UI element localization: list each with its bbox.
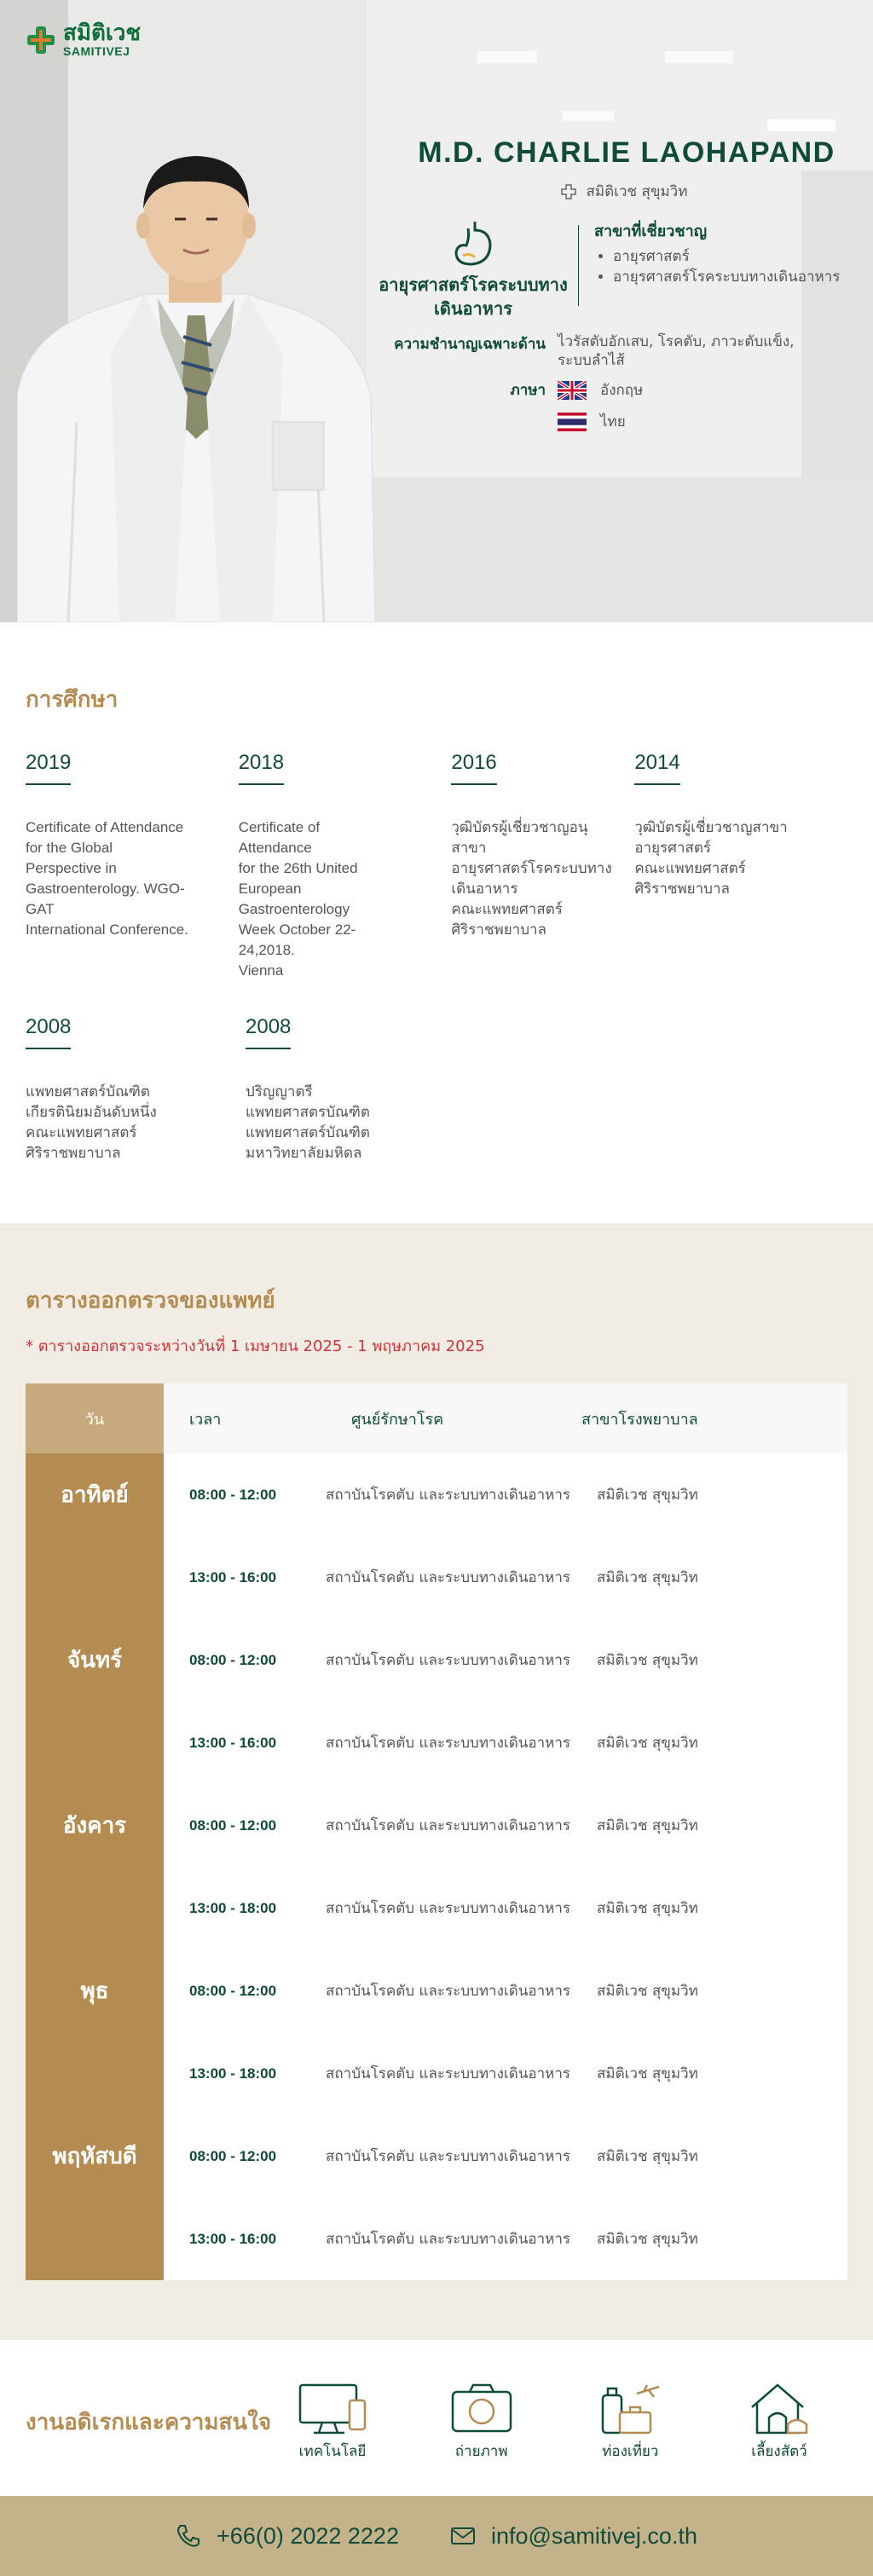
education-item xyxy=(26,1015,246,1164)
education-title: การศึกษา xyxy=(26,687,119,713)
doctor-name: M.D. CHARLIE LAOHAPAND xyxy=(418,136,835,169)
hospital-cross-icon xyxy=(561,184,576,199)
sub-specialties xyxy=(594,218,840,321)
schedule-row xyxy=(164,1701,847,1784)
sub-specialty-title: สาขาที่เชี่ยวชาญ xyxy=(594,222,708,240)
specialty-divider xyxy=(578,225,579,306)
education-desc: วุฒิบัตรผู้เชี่ยวชาญสาขา อายุรศาสตร์ คณะแพทยศาสตร์ ศิริราชพยาบาล xyxy=(634,819,788,897)
education-desc: Certificate of Attendance for the 26th United European Gastroenterology Week October 22- 24,2018. Vienna xyxy=(238,819,358,979)
language-row xyxy=(375,378,853,433)
row-center: สถาบันโรคตับ และระบบทางเดินอาหาร xyxy=(326,1982,571,2000)
education-desc: ปริญญาตรี แพทยศาสตรบัณฑิต แพทยศาสตร์บัณฑิต มหาวิทยาลัยมหิดล xyxy=(246,1083,370,1161)
interest-label: เทคโนโลยี xyxy=(298,2443,367,2460)
education-item xyxy=(239,751,452,981)
row-time: 13:00 - 18:00 xyxy=(189,1899,277,1916)
row-branch: สมิติเวช สุขุมวิท xyxy=(597,2148,698,2165)
specialty-label: อายุรศาสตร์โรคระบบทางเดินอาหาร xyxy=(379,274,568,319)
interests-title: งานอดิเรกและความสนใจ xyxy=(26,2409,272,2435)
sub-specialty-item: • อายุรศาสตร์โรคระบบทางเดินอาหาร xyxy=(613,267,840,287)
schedule-row xyxy=(164,1453,847,1536)
doctor-photo xyxy=(17,141,375,622)
samitivej-logo[interactable] xyxy=(26,22,141,58)
schedule-row xyxy=(164,1619,847,1701)
education-year: 2014 xyxy=(634,751,679,785)
row-center: สถาบันโรคตับ และระบบทางเดินอาหาร xyxy=(326,1816,571,1834)
doctor-info xyxy=(375,136,853,433)
education-desc: แพทยศาสตร์บัณฑิต เกียรตินิยมอันดับหนึ่ง คณะแพทยศาสตร์ ศิริราชพยาบาล xyxy=(26,1083,157,1161)
interest-label: ถ่ายภาพ xyxy=(454,2443,508,2460)
interest-pets xyxy=(720,2382,839,2463)
schedule-row xyxy=(164,1536,847,1619)
contact-footer xyxy=(0,2496,873,2576)
row-center: สถาบันโรคตับ และระบบทางเดินอาหาร xyxy=(326,1734,571,1752)
camera-icon xyxy=(446,2382,517,2436)
row-branch: สมิติเวช สุขุมวิท xyxy=(597,1817,698,1834)
row-center: สถาบันโรคตับ และระบบทางเดินอาหาร xyxy=(326,2065,571,2082)
schedule-table xyxy=(26,1383,847,2280)
expertise-row xyxy=(375,332,853,370)
logo-name-th: สมิติเวช xyxy=(63,20,142,46)
schedule-row xyxy=(164,2115,847,2198)
education-year: 2019 xyxy=(26,751,71,785)
day-cell: จันทร์ xyxy=(66,1648,123,1673)
education-row xyxy=(26,1015,847,1164)
education-item xyxy=(634,751,847,981)
row-time: 08:00 - 12:00 xyxy=(189,1651,277,1668)
education-year: 2018 xyxy=(239,751,284,785)
thai-flag-icon xyxy=(558,413,587,431)
language-name: อังกฤษ xyxy=(600,382,644,399)
education-desc: วุฒิบัตรผู้เชี่ยวชาญอนุสาขา อายุรศาสตร์โรคระบบทาง เดินอาหาร คณะแพทยศาสตร์ ศิริราชพยาบาล xyxy=(451,819,612,938)
schedule-header xyxy=(26,1383,847,1453)
row-time: 13:00 - 16:00 xyxy=(189,1568,277,1585)
day-cell: อาทิตย์ xyxy=(61,1482,129,1508)
row-branch: สมิติเวช สุขุมวิท xyxy=(597,2231,698,2248)
logo-name-en: SAMITIVEJ xyxy=(63,44,130,58)
interest-label: เลี้ยงสัตว์ xyxy=(751,2443,807,2460)
branch-label: สมิติเวช สุขุมวิท xyxy=(586,183,688,200)
stomach-icon xyxy=(449,218,497,269)
header-day: วัน xyxy=(26,1383,164,1453)
row-center: สถาบันโรคตับ และระบบทางเดินอาหาร xyxy=(326,1899,571,1917)
row-time: 08:00 - 12:00 xyxy=(189,1486,277,1503)
education-item xyxy=(26,751,239,981)
row-branch: สมิติเวช สุขุมวิท xyxy=(597,1983,698,2000)
education-year: 2016 xyxy=(451,751,496,785)
interest-label: ท่องเที่ยว xyxy=(602,2443,659,2460)
main-specialty xyxy=(375,218,571,321)
interests-section xyxy=(0,2340,873,2496)
schedule-row xyxy=(164,1867,847,1949)
row-center: สถาบันโรคตับ และระบบทางเดินอาหาร xyxy=(326,1651,571,1669)
interest-technology xyxy=(273,2382,392,2463)
education-year: 2008 xyxy=(246,1015,291,1049)
schedule-section xyxy=(0,1223,873,2340)
row-center: สถาบันโรคตับ และระบบทางเดินอาหาร xyxy=(326,2147,571,2165)
travel-icon xyxy=(594,2382,666,2436)
row-time: 08:00 - 12:00 xyxy=(189,2147,277,2164)
logo-cross-icon xyxy=(26,25,56,55)
uk-flag-icon xyxy=(558,381,587,400)
row-time: 13:00 - 16:00 xyxy=(189,1734,277,1751)
language-item xyxy=(558,378,643,401)
row-branch: สมิติเวช สุขุมวิท xyxy=(597,2065,698,2082)
education-section xyxy=(0,622,873,1223)
schedule-row xyxy=(164,2032,847,2115)
row-branch: สมิติเวช สุขุมวิท xyxy=(597,1652,698,1669)
doctor-hero xyxy=(0,0,873,622)
expertise-value: ไวรัสตับอักเสบ, โรคตับ, ภาวะตับแข็ง, ระบบลำไส้ xyxy=(558,333,795,369)
row-time: 13:00 - 16:00 xyxy=(189,2230,277,2247)
sub-specialty-item: • อายุรศาสตร์ xyxy=(613,246,840,267)
schedule-row xyxy=(164,1949,847,2032)
header-center: ศูนย์รักษาโรค xyxy=(351,1410,444,1429)
day-cell: พุธ xyxy=(80,1978,109,2004)
schedule-title: ตารางออกตรวจของแพทย์ xyxy=(26,1288,275,1314)
header-time: เวลา xyxy=(189,1410,222,1429)
education-item xyxy=(451,751,634,981)
row-time: 13:00 - 18:00 xyxy=(189,2065,277,2082)
phone-number[interactable]: +66(0) 2022 2222 xyxy=(217,2522,399,2549)
row-time: 08:00 - 12:00 xyxy=(189,1816,277,1834)
row-center: สถาบันโรคตับ และระบบทางเดินอาหาร xyxy=(326,1568,571,1586)
education-year: 2008 xyxy=(26,1015,71,1049)
row-branch: สมิติเวช สุขุมวิท xyxy=(597,1735,698,1752)
day-cell: พฤหัสบดี xyxy=(52,2144,137,2169)
interest-photography xyxy=(422,2382,541,2463)
education-item xyxy=(246,1015,465,1164)
schedule-note: * ตารางออกตรวจระหว่างวันที่ 1 เมษายน 2025 - 1 พฤษภาคม 2025 xyxy=(26,1337,485,1355)
row-branch: สมิติเวช สุขุมวิท xyxy=(597,1900,698,1917)
language-label: ภาษา xyxy=(510,382,546,399)
technology-icon xyxy=(297,2382,368,2436)
email-icon xyxy=(450,2526,476,2546)
schedule-row xyxy=(164,1784,847,1867)
row-center: สถาบันโรคตับ และระบบทางเดินอาหาร xyxy=(326,2230,571,2248)
language-item xyxy=(558,410,643,433)
doctor-branch xyxy=(375,180,853,203)
row-center: สถาบันโรคตับ และระบบทางเดินอาหาร xyxy=(326,1486,571,1504)
expertise-label: ความชำนาญเฉพาะด้าน xyxy=(394,336,546,353)
interest-travel xyxy=(570,2382,690,2463)
day-cell: อังคาร xyxy=(62,1813,127,1839)
row-time: 08:00 - 12:00 xyxy=(189,1982,277,1999)
pet-house-icon xyxy=(743,2382,815,2436)
schedule-row xyxy=(164,2198,847,2280)
education-row xyxy=(26,751,847,981)
education-desc: Certificate of Attendance for the Global Perspective in Gastroenterology. WGO- GAT International Conference. xyxy=(26,819,188,938)
language-name: ไทย xyxy=(600,413,626,430)
row-branch: สมิติเวช สุขุมวิท xyxy=(597,1487,698,1504)
row-branch: สมิติเวช สุขุมวิท xyxy=(597,1569,698,1586)
day-column xyxy=(26,1453,164,2280)
header-branch: สาขาโรงพยาบาล xyxy=(581,1410,698,1429)
email-address[interactable]: info@samitivej.co.th xyxy=(490,2522,697,2549)
